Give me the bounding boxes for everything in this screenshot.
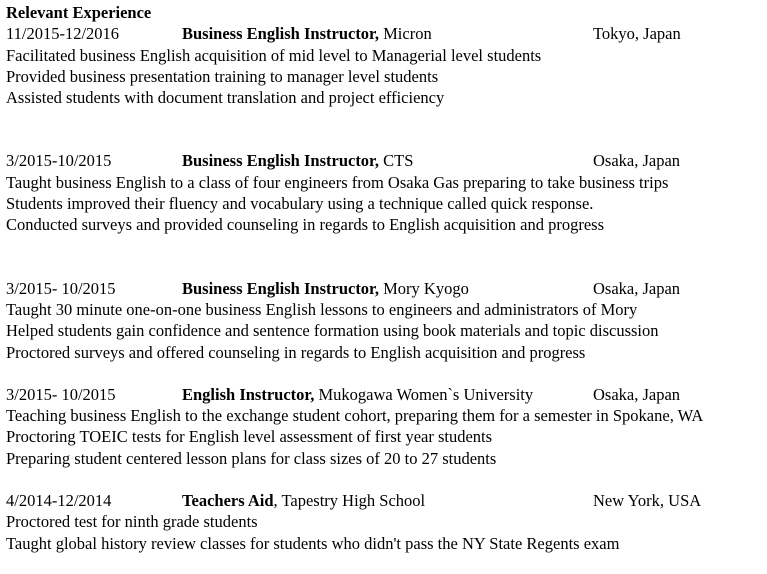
job-location: Tokyo, Japan: [593, 24, 681, 44]
job-role: [182, 23, 432, 44]
job-title: Business English Instructor,: [182, 151, 379, 171]
job-title: Teachers Aid: [182, 491, 274, 511]
job-location: Osaka, Japan: [593, 278, 681, 298]
job-detail-line: Assisted students with document translation and project efficiency: [6, 88, 445, 108]
job-detail-line: Taught 30 minute one-on-one business English lessons to engineers and administrators of Mory: [6, 299, 638, 319]
job-details: [6, 45, 741, 109]
job-title: Business English Instructor,: [182, 24, 379, 44]
job-employer: Mory Kyogo: [379, 278, 469, 298]
job-header: [6, 278, 767, 299]
job-detail-line: Facilitated business English acquisition of mid level to Managerial level students: [6, 45, 542, 65]
job-employer: CTS: [379, 151, 414, 171]
job-detail-line: Teaching business English to the exchange student cohort, preparing them for a semester in Spokane, WA: [6, 406, 704, 426]
job-detail-line: Provided business presentation training to manager level students: [6, 66, 439, 86]
spacer: [6, 363, 767, 384]
job-role: [182, 490, 425, 511]
job-detail-line: Proctored surveys and offered counseling in regards to English acquisition and progress: [6, 342, 586, 362]
job-detail-line: Proctored test for ninth grade students: [6, 512, 258, 532]
job-detail-line: Conducted surveys and provided counseling in regards to English acquisition and progress: [6, 215, 605, 235]
job-details: [6, 299, 741, 363]
job-location: Osaka, Japan: [593, 151, 681, 171]
spacer: [6, 469, 767, 490]
job-header: [6, 384, 767, 405]
job-detail-line: Taught business English to a class of four engineers from Osaka Gas preparing to take business trips: [6, 172, 669, 192]
job-role: [182, 278, 469, 299]
job-entry-mory-kyogo: [6, 278, 767, 363]
job-dates: 11/2015-12/2016: [6, 24, 120, 44]
job-detail-line: Students improved their fluency and vocabulary using a technique called quick response.: [6, 194, 594, 214]
job-location: New York, USA: [593, 491, 702, 511]
job-employer: Mukogawa Women`s University: [314, 384, 534, 404]
job-title: Business English Instructor,: [182, 278, 379, 298]
job-role: [182, 384, 533, 405]
job-details: [6, 172, 741, 236]
job-employer: , Tapestry High School: [273, 491, 426, 511]
job-entry-micron: [6, 23, 767, 108]
job-detail-line: Taught global history review classes for students who didn't pass the NY State Regents exam: [6, 533, 620, 553]
job-dates: 3/2015-10/2015: [6, 151, 112, 171]
job-dates: 3/2015- 10/2015: [6, 278, 116, 298]
job-entry-mukogawa: [6, 384, 767, 469]
job-detail-line: Helped students gain confidence and sentence formation using book materials and topic discussion: [6, 321, 659, 341]
job-header: [6, 490, 767, 511]
job-dates: 3/2015- 10/2015: [6, 384, 116, 404]
job-entry-tapestry: [6, 490, 767, 554]
job-header: [6, 150, 767, 171]
job-detail-line: Preparing student centered lesson plans for class sizes of 20 to 27 students: [6, 448, 497, 468]
job-dates: 4/2014-12/2014: [6, 491, 112, 511]
spacer: [6, 108, 767, 150]
job-title: English Instructor,: [182, 384, 315, 404]
job-detail-line: Proctoring TOEIC tests for English level assessment of first year students: [6, 427, 493, 447]
job-location: Osaka, Japan: [593, 384, 681, 404]
spacer: [6, 236, 767, 278]
job-employer: Micron: [379, 24, 432, 44]
section-title: Relevant Experience: [6, 3, 152, 22]
job-details: [6, 405, 741, 469]
job-entry-cts: [6, 150, 767, 235]
job-role: [182, 150, 413, 171]
job-header: [6, 23, 767, 44]
job-details: [6, 511, 741, 554]
